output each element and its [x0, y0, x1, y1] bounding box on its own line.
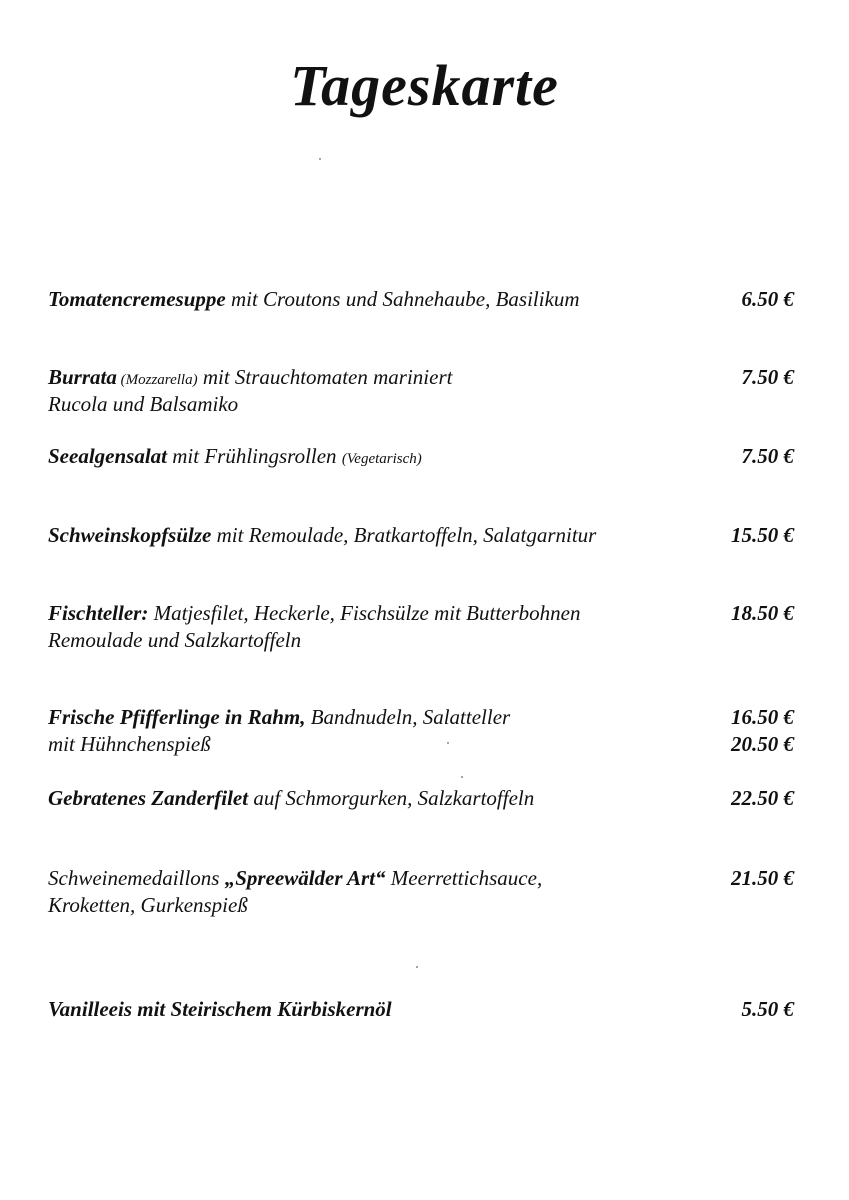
dish-description: Meerrettichsauce, [385, 866, 543, 890]
menu-item-fischteller [48, 600, 800, 654]
menu-item-line [48, 443, 800, 470]
dish-price: 5.50 € [741, 997, 794, 1021]
dish-description: mit Frühlingsrollen [167, 444, 342, 468]
dish-name: Gebratenes Zanderfilet [48, 786, 249, 810]
menu-item-schweinemedaillons [48, 865, 800, 919]
dish-description-2: Remoulade und Salzkartoffeln [48, 628, 302, 652]
menu-item-line [48, 865, 800, 892]
menu-item-line [48, 704, 800, 731]
dish-description: mit Strauchtomaten mariniert [197, 365, 453, 389]
dish-description-2: mit Hühnchenspieß [48, 732, 211, 756]
scan-speck [416, 966, 418, 968]
menu-item-line-2 [48, 627, 800, 654]
dish-name: „Spreewälder Art“ [224, 866, 386, 890]
menu-item-schweinskopfsuelze [48, 522, 800, 549]
dish-price: 7.50 € [741, 444, 794, 468]
page-title: Tageskarte [290, 53, 559, 118]
dish-name: Schweinskopfsülze [48, 523, 212, 547]
dish-name: Fischteller: [48, 601, 149, 625]
menu-item-burrata [48, 364, 800, 418]
menu-item-pfifferlinge [48, 704, 800, 758]
dish-name: Seealgensalat [48, 444, 167, 468]
menu-item-line-2 [48, 731, 800, 758]
menu-item-seealgensalat [48, 443, 800, 470]
menu-item-line [48, 996, 800, 1023]
dish-description-2: Rucola und Balsamiko [48, 392, 239, 416]
scan-speck [447, 742, 449, 744]
dish-description: Bandnudeln, Salatteller [305, 705, 511, 729]
dish-prefix: Schweinemedaillons [48, 866, 225, 890]
dish-description: mit Remoulade, Bratkartoffeln, Salatgarnitur [211, 523, 597, 547]
scan-speck [319, 158, 321, 160]
dish-price: 16.50 € [731, 705, 794, 729]
dish-price: 6.50 € [741, 287, 794, 311]
dish-name: Frische Pfifferlinge in Rahm, [48, 705, 306, 729]
dish-price: 22.50 € [731, 786, 794, 810]
menu-item-line [48, 600, 800, 627]
dish-note: (Vegetarisch) [341, 451, 422, 467]
dish-description-2: Kroketten, Gurkenspieß [48, 893, 248, 917]
dish-description: Matjesfilet, Heckerle, Fischsülze mit Butterbohnen [148, 601, 581, 625]
menu-item-line-2 [48, 391, 800, 418]
dish-price: 15.50 € [731, 523, 794, 547]
dish-description: auf Schmorgurken, Salzkartoffeln [248, 786, 535, 810]
dish-name: Tomatencremesuppe [48, 287, 226, 311]
dish-price: 21.50 € [731, 866, 794, 890]
dish-price: 18.50 € [731, 601, 794, 625]
menu-item-tomatencremesuppe [48, 286, 800, 313]
menu-item-zanderfilet [48, 785, 800, 812]
dish-price: 7.50 € [741, 365, 794, 389]
dish-name: Burrata [48, 365, 117, 389]
dish-note: (Mozzarella) [116, 372, 198, 388]
dish-name: Vanilleeis mit Steirischem Kürbiskernöl [48, 997, 392, 1021]
menu-item-line-2 [48, 892, 800, 919]
dish-price-2: 20.50 € [731, 732, 794, 756]
menu-item-line [48, 286, 800, 313]
scan-speck [461, 776, 463, 778]
menu-item-vanilleeis [48, 996, 800, 1023]
menu-item-line [48, 364, 800, 391]
dish-description: mit Croutons und Sahnehaube, Basilikum [225, 287, 580, 311]
menu-item-line [48, 785, 800, 812]
menu-item-line [48, 522, 800, 549]
